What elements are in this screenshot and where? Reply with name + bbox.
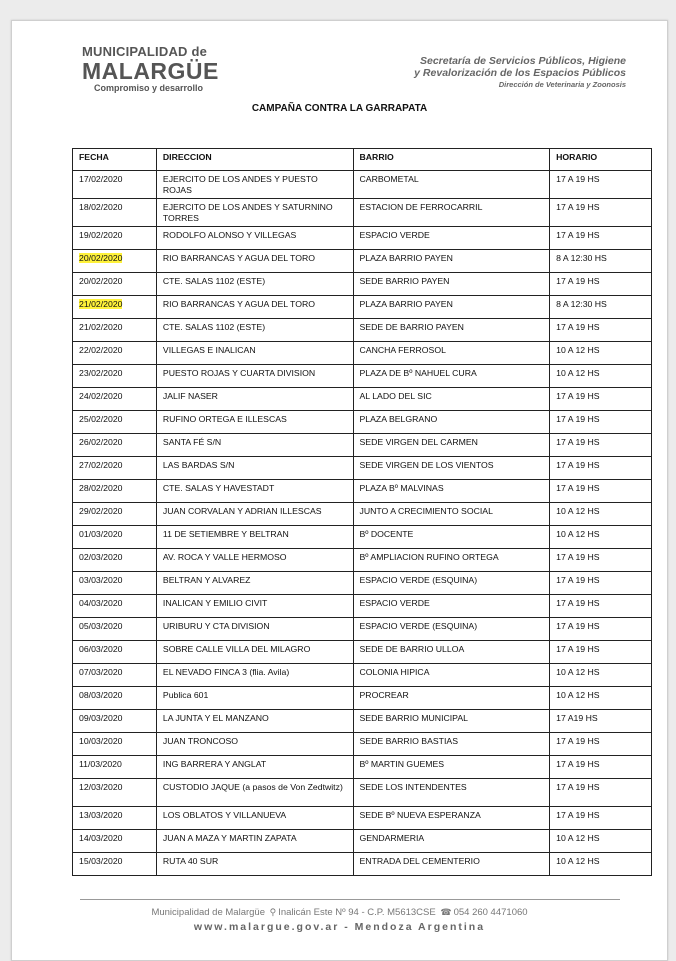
table-row [73, 250, 652, 273]
cell-direccion: JUAN A MAZA Y MARTIN ZAPATA [156, 830, 353, 853]
cell-horario: 8 A 12:30 HS [550, 250, 652, 273]
table-row [73, 388, 652, 411]
cell-horario: 17 A 19 HS [550, 595, 652, 618]
cell-horario: 10 A 12 HS [550, 365, 652, 388]
cell-direccion: LAS BARDAS S/N [156, 457, 353, 480]
cell-barrio: SEDE BARRIO BASTIAS [353, 733, 550, 756]
cell-fecha: 27/02/2020 [73, 457, 157, 480]
table-row [73, 503, 652, 526]
cell-horario: 10 A 12 HS [550, 830, 652, 853]
table-row [73, 457, 652, 480]
table-body [73, 171, 652, 876]
cell-direccion: RIO BARRANCAS Y AGUA DEL TORO [156, 250, 353, 273]
logo-line-2: MALARGÜE [82, 58, 219, 84]
cell-barrio: AL LADO DEL SIC [353, 388, 550, 411]
location-pin-icon: ⚲ [269, 907, 277, 917]
table-row [73, 687, 652, 710]
header-fecha: FECHA [73, 149, 157, 171]
cell-direccion: PUESTO ROJAS Y CUARTA DIVISION [156, 365, 353, 388]
cell-barrio: SEDE VIRGEN DE LOS VIENTOS [353, 457, 550, 480]
department-line-3: Dirección de Veterinaria y Zoonosis [498, 80, 626, 89]
table-row [73, 171, 652, 199]
cell-barrio: CARBOMETAL [353, 171, 550, 199]
cell-fecha: 12/03/2020 [73, 779, 157, 807]
cell-horario: 17 A 19 HS [550, 273, 652, 296]
cell-barrio: Bº DOCENTE [353, 526, 550, 549]
cell-barrio: SEDE BARRIO MUNICIPAL [353, 710, 550, 733]
cell-horario: 17 A 19 HS [550, 171, 652, 199]
cell-fecha: 14/03/2020 [73, 830, 157, 853]
footer-phone: 054 260 4471060 [453, 907, 528, 918]
cell-fecha: 25/02/2020 [73, 411, 157, 434]
cell-barrio: PLAZA DE Bº NAHUEL CURA [353, 365, 550, 388]
cell-fecha: 22/02/2020 [73, 342, 157, 365]
cell-barrio: SEDE DE BARRIO ULLOA [353, 641, 550, 664]
table-row [73, 526, 652, 549]
cell-direccion: 11 DE SETIEMBRE Y BELTRAN [156, 526, 353, 549]
table-row [73, 595, 652, 618]
cell-direccion: CTE. SALAS 1102 (ESTE) [156, 319, 353, 342]
cell-barrio: SEDE BARRIO PAYEN [353, 273, 550, 296]
cell-direccion: LA JUNTA Y EL MANZANO [156, 710, 353, 733]
cell-direccion: BELTRAN Y ALVAREZ [156, 572, 353, 595]
cell-fecha: 05/03/2020 [73, 618, 157, 641]
cell-fecha: 26/02/2020 [73, 434, 157, 457]
cell-direccion: JALIF NASER [156, 388, 353, 411]
cell-fecha: 04/03/2020 [73, 595, 157, 618]
table-row [73, 342, 652, 365]
cell-barrio: JUNTO A CRECIMIENTO SOCIAL [353, 503, 550, 526]
cell-direccion: URIBURU Y CTA DIVISION [156, 618, 353, 641]
cell-direccion: LOS OBLATOS Y VILLANUEVA [156, 807, 353, 830]
document-page [11, 20, 668, 961]
cell-horario: 17 A 19 HS [550, 641, 652, 664]
cell-direccion: EJERCITO DE LOS ANDES Y PUESTO ROJAS [156, 171, 353, 199]
table-row [73, 365, 652, 388]
table-row [73, 296, 652, 319]
cell-horario: 10 A 12 HS [550, 526, 652, 549]
cell-horario: 17 A19 HS [550, 710, 652, 733]
table-row [73, 273, 652, 296]
cell-direccion: RIO BARRANCAS Y AGUA DEL TORO [156, 296, 353, 319]
cell-horario: 10 A 12 HS [550, 503, 652, 526]
cell-horario: 10 A 12 HS [550, 687, 652, 710]
cell-direccion: INALICAN Y EMILIO CIVIT [156, 595, 353, 618]
table-row [73, 227, 652, 250]
cell-fecha: 03/03/2020 [73, 572, 157, 595]
cell-horario: 17 A 19 HS [550, 618, 652, 641]
highlighted-date: 21/02/2020 [79, 299, 123, 309]
cell-fecha: 10/03/2020 [73, 733, 157, 756]
cell-direccion: JUAN TRONCOSO [156, 733, 353, 756]
cell-fecha: 21/02/2020 [73, 319, 157, 342]
header-barrio: BARRIO [353, 149, 550, 171]
table-row [73, 733, 652, 756]
cell-barrio: COLONIA HIPICA [353, 664, 550, 687]
cell-direccion: RUTA 40 SUR [156, 853, 353, 876]
schedule-table [72, 148, 652, 876]
logo-tagline: Compromiso y desarrollo [94, 83, 204, 93]
cell-direccion: RUFINO ORTEGA E ILLESCAS [156, 411, 353, 434]
cell-direccion: CTE. SALAS 1102 (ESTE) [156, 273, 353, 296]
cell-direccion: SOBRE CALLE VILLA DEL MILAGRO [156, 641, 353, 664]
cell-barrio: ESTACION DE FERROCARRIL [353, 199, 550, 227]
cell-horario: 17 A 19 HS [550, 199, 652, 227]
cell-horario: 17 A 19 HS [550, 807, 652, 830]
cell-barrio: PLAZA BARRIO PAYEN [353, 250, 550, 273]
table-row [73, 853, 652, 876]
cell-fecha: 09/03/2020 [73, 710, 157, 733]
cell-direccion: SANTA FÉ S/N [156, 434, 353, 457]
header-direccion: DIRECCION [156, 149, 353, 171]
cell-barrio: SEDE LOS INTENDENTES [353, 779, 550, 807]
cell-fecha: 07/03/2020 [73, 664, 157, 687]
table-header-row [73, 149, 652, 171]
cell-direccion: CTE. SALAS Y HAVESTADT [156, 480, 353, 503]
table-row [73, 319, 652, 342]
highlighted-date: 20/02/2020 [79, 253, 123, 263]
table-row [73, 434, 652, 457]
table-row [73, 549, 652, 572]
cell-direccion: CUSTODIO JAQUE (a pasos de Von Zedtwitz) [156, 779, 353, 807]
table-row [73, 480, 652, 503]
table-row [73, 641, 652, 664]
footer-divider [80, 899, 620, 900]
table-row [73, 779, 652, 807]
cell-horario: 10 A 12 HS [550, 853, 652, 876]
cell-horario: 10 A 12 HS [550, 664, 652, 687]
cell-barrio: ENTRADA DEL CEMENTERIO [353, 853, 550, 876]
cell-horario: 8 A 12:30 HS [550, 296, 652, 319]
table-row [73, 830, 652, 853]
cell-direccion: JUAN CORVALAN Y ADRIAN ILLESCAS [156, 503, 353, 526]
header-horario: HORARIO [550, 149, 652, 171]
cell-barrio: GENDARMERIA [353, 830, 550, 853]
table-row [73, 807, 652, 830]
department-line-2: y Revalorización de los Espacios Públicos [414, 67, 626, 79]
cell-fecha: 01/03/2020 [73, 526, 157, 549]
cell-barrio: Bº MARTIN GUEMES [353, 756, 550, 779]
department-line-1: Secretaría de Servicios Públicos, Higiene [419, 55, 626, 67]
municipality-logo [82, 45, 242, 93]
cell-fecha: 24/02/2020 [73, 388, 157, 411]
document-title: CAMPAÑA CONTRA LA GARRAPATA [251, 103, 428, 114]
cell-direccion: EL NEVADO FINCA 3 (flia. Avila) [156, 664, 353, 687]
cell-fecha: 15/03/2020 [73, 853, 157, 876]
cell-horario: 17 A 19 HS [550, 319, 652, 342]
cell-fecha: 11/03/2020 [73, 756, 157, 779]
table-row [73, 411, 652, 434]
cell-horario: 17 A 19 HS [550, 572, 652, 595]
cell-fecha: 20/02/2020 [73, 273, 157, 296]
cell-barrio: CANCHA FERROSOL [353, 342, 550, 365]
footer-address: Inalicán Este Nº 94 - C.P. M5613CSE [278, 907, 436, 918]
cell-horario: 17 A 19 HS [550, 779, 652, 807]
cell-fecha: 06/03/2020 [73, 641, 157, 664]
logo-line-1: MUNICIPALIDAD de [82, 44, 208, 59]
cell-fecha [73, 296, 157, 319]
footer-municipality: Municipalidad de Malargüe [151, 907, 265, 918]
cell-fecha: 18/02/2020 [73, 199, 157, 227]
cell-horario: 17 A 19 HS [550, 733, 652, 756]
cell-horario: 17 A 19 HS [550, 388, 652, 411]
cell-barrio: ESPACIO VERDE [353, 227, 550, 250]
phone-icon: ☎ [440, 907, 452, 917]
cell-horario: 10 A 12 HS [550, 342, 652, 365]
cell-barrio: PLAZA BELGRANO [353, 411, 550, 434]
cell-fecha: 29/02/2020 [73, 503, 157, 526]
cell-fecha: 23/02/2020 [73, 365, 157, 388]
cell-direccion: VILLEGAS E INALICAN [156, 342, 353, 365]
cell-fecha: 02/03/2020 [73, 549, 157, 572]
cell-barrio: PLAZA BARRIO PAYEN [353, 296, 550, 319]
cell-barrio: PROCREAR [353, 687, 550, 710]
cell-barrio: ESPACIO VERDE [353, 595, 550, 618]
cell-barrio: SEDE DE BARRIO PAYEN [353, 319, 550, 342]
cell-direccion: EJERCITO DE LOS ANDES Y SATURNINO TORRES [156, 199, 353, 227]
cell-horario: 17 A 19 HS [550, 480, 652, 503]
cell-direccion: AV. ROCA Y VALLE HERMOSO [156, 549, 353, 572]
cell-direccion: RODOLFO ALONSO Y VILLEGAS [156, 227, 353, 250]
cell-fecha: 08/03/2020 [73, 687, 157, 710]
cell-fecha: 17/02/2020 [73, 171, 157, 199]
cell-direccion: Publica 601 [156, 687, 353, 710]
cell-barrio: PLAZA Bº MALVINAS [353, 480, 550, 503]
cell-fecha: 19/02/2020 [73, 227, 157, 250]
cell-horario: 17 A 19 HS [550, 756, 652, 779]
cell-direccion: ING BARRERA Y ANGLAT [156, 756, 353, 779]
footer-contact [12, 907, 667, 918]
table-row [73, 756, 652, 779]
cell-horario: 17 A 19 HS [550, 434, 652, 457]
table-row [73, 618, 652, 641]
footer-website: www.malargue.gov.ar - Mendoza Argentina [193, 921, 486, 933]
cell-fecha [73, 250, 157, 273]
cell-barrio: Bº AMPLIACION RUFINO ORTEGA [353, 549, 550, 572]
cell-horario: 17 A 19 HS [550, 457, 652, 480]
cell-horario: 17 A 19 HS [550, 227, 652, 250]
department-header [414, 55, 626, 90]
cell-horario: 17 A 19 HS [550, 411, 652, 434]
cell-barrio: ESPACIO VERDE (ESQUINA) [353, 572, 550, 595]
cell-fecha: 13/03/2020 [73, 807, 157, 830]
table-row [73, 572, 652, 595]
cell-barrio: SEDE Bº NUEVA ESPERANZA [353, 807, 550, 830]
cell-fecha: 28/02/2020 [73, 480, 157, 503]
table-row [73, 710, 652, 733]
table-row [73, 199, 652, 227]
table-row [73, 664, 652, 687]
cell-horario: 17 A 19 HS [550, 549, 652, 572]
cell-barrio: SEDE VIRGEN DEL CARMEN [353, 434, 550, 457]
cell-barrio: ESPACIO VERDE (ESQUINA) [353, 618, 550, 641]
